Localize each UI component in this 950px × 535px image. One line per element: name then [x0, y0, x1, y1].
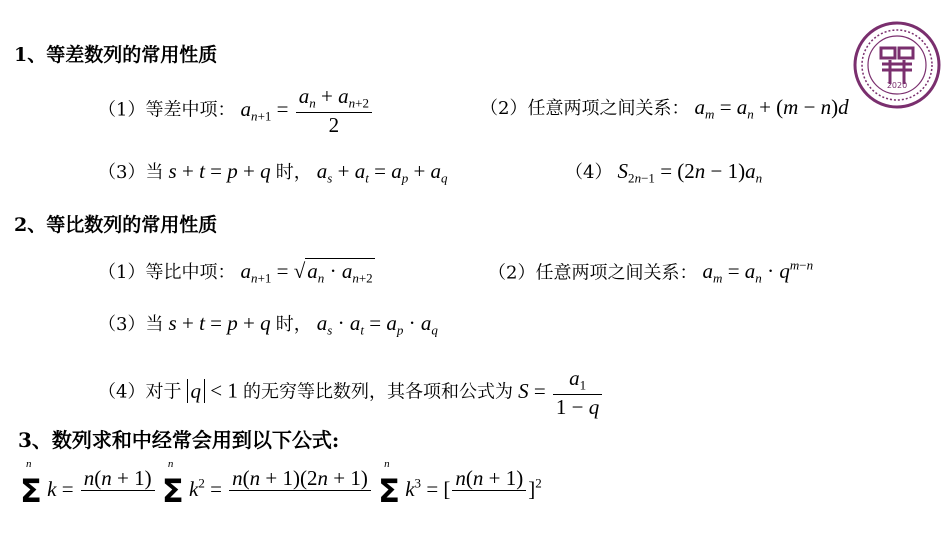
- sum-sigma-3: Σ n: [378, 458, 400, 511]
- s1-item4: [565, 158, 762, 187]
- s2-item4-formula: S = $\frac{a_1}{1 - q}$: [518, 379, 604, 403]
- s1-item3: [98, 158, 448, 187]
- s3-formulas: Σ n k = n(n + 1) Σ n $k^2$ = n(n + 1)(2n + 1) Σ n $k^3$ = [ n(n + 1) ]$^2$: [20, 458, 542, 511]
- s2-item3-mid: 时，: [275, 314, 312, 335]
- s1-item3-mid: 时，: [275, 162, 312, 183]
- section1-title: 1、等差数列的常用性质: [14, 44, 218, 66]
- s1-item2-label: （2）任意两项之间关系：: [480, 98, 690, 119]
- section2-title: 2、等比数列的常用性质: [14, 214, 218, 236]
- sum-sigma-1: Σ n: [20, 458, 42, 511]
- sum-sigma-2: Σ n: [161, 458, 184, 511]
- s2-item3-label: （3）当: [98, 314, 164, 335]
- s2-item1: [98, 258, 375, 287]
- s2-item1-formula: $a_{n+1} = √a_n \cdot a_{n+2}$: [240, 259, 373, 286]
- s1-item4-formula: $S_{2n-1} = (2n - 1)a_n$: [617, 159, 763, 186]
- section3-title: 3、数列求和中经常会用到以下公式:: [18, 428, 340, 452]
- s1-item3-label: （3）当: [98, 162, 164, 183]
- s1-item4-label: （4）: [565, 162, 613, 183]
- s1-item1-label: （1）等差中项：: [98, 99, 236, 121]
- s2-item4-label: （4）对于: [98, 381, 182, 403]
- s1-item1: [98, 84, 374, 138]
- s2-item3-formula: $a_s \cdot a_t = a_p \cdot a_q$: [316, 311, 438, 338]
- s2-item3-cond: s + t = p + q: [168, 311, 271, 335]
- s1-item3-formula: $a_s + a_t = a_p + a_q$: [316, 159, 448, 186]
- s2-item2: [488, 258, 813, 287]
- s2-item4-mid: 的无穷等比数列，其各项和公式为: [242, 381, 513, 403]
- seal-year: 2020: [886, 81, 908, 90]
- s1-item3-cond: s + t = p + q: [168, 159, 271, 183]
- s2-item2-label: （2）任意两项之间关系：: [488, 262, 698, 284]
- logo-seal: [852, 20, 942, 110]
- s1-item1-formula: $a_{n+1}$ = $\frac{a_n + a_{n+2}}{2}$: [241, 97, 374, 121]
- s2-item3: [98, 310, 438, 339]
- seal-icon: [852, 20, 942, 110]
- s1-item2: [480, 94, 849, 123]
- s2-item4: [98, 366, 604, 420]
- s2-item2-formula: $a_m = a_n \cdot q^{m-n}$: [702, 258, 814, 286]
- s2-item4-cond: q < 1: [187, 379, 238, 403]
- s2-item1-label: （1）等比中项：: [98, 262, 236, 283]
- s1-item2-formula: $a_m = a_n + (m - n)d$: [694, 95, 849, 122]
